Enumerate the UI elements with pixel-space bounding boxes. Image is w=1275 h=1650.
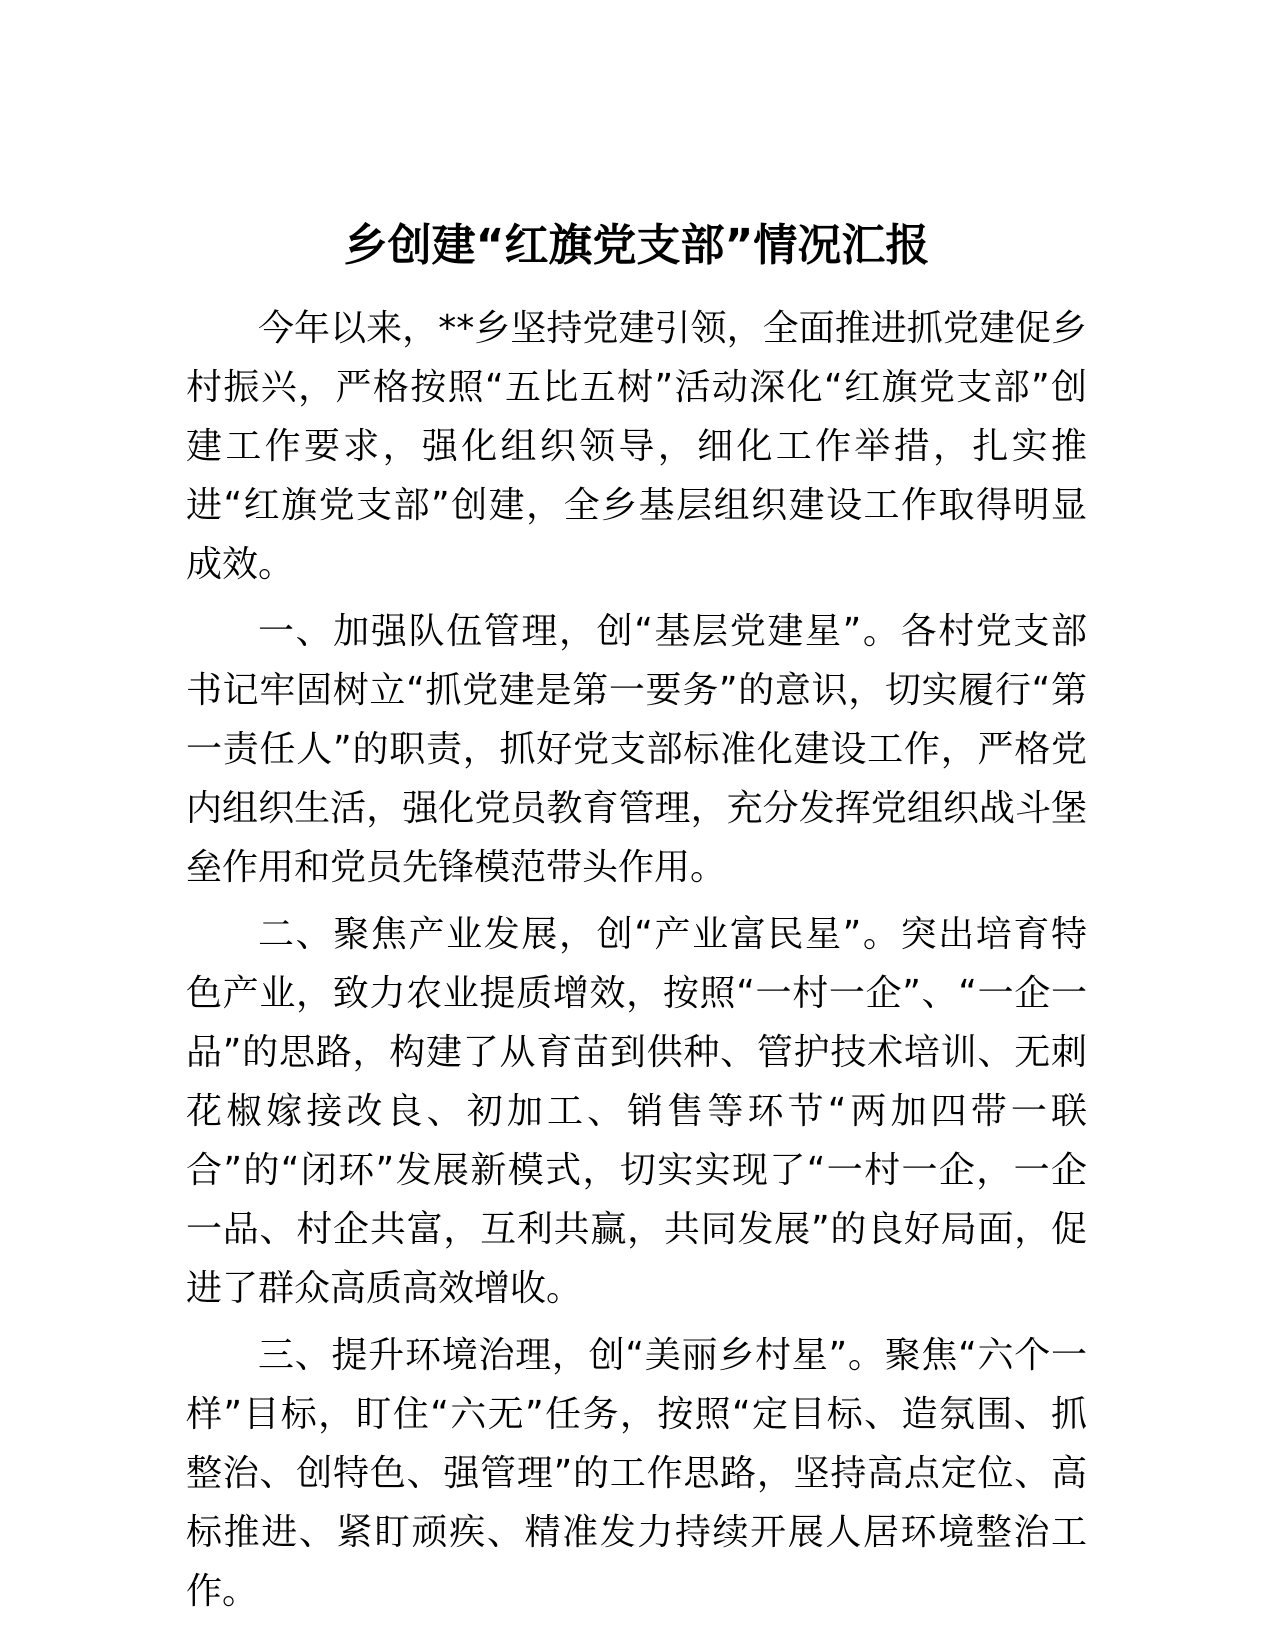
paragraph-section-2 [186, 905, 1087, 1318]
paragraph-section-3 [186, 1326, 1087, 1621]
paragraph-intro [186, 299, 1087, 594]
section-3-heading: 三、提升环境治理，创“美丽乡村星”。 [258, 1335, 885, 1376]
section-1-text: 各村党支部书记牢固树立“抓党建是第一要务”的意识，切实履行“第一责任人”的职责，抓好党支部标准化建设工作，严格党内组织生活，强化党员教育管理，充分发挥党组织战斗堡垒作用和党员先锋模范带头作用。 [186, 611, 1087, 888]
section-1-heading: 一、加强队伍管理，创“基层党建星”。 [258, 611, 901, 652]
section-2-text: 突出培育特色产业，致力农业提质增效，按照“一村一企”、“一企一品”的思路，构建了从育苗到供种、管护技术培训、无刺花椒嫁接改良、初加工、销售等环节“两加四带一联合”的“闭环”发展新模式，切实实现了“一村一企，一企一品、村企共富，互利共赢，共同发展”的良好局面，促进了群众高质高效增收。 [186, 914, 1087, 1309]
paragraph-section-1 [186, 602, 1087, 897]
document-title: 乡创建“红旗党支部”情况汇报 [343, 220, 930, 271]
paragraph-intro-text: 今年以来，**乡坚持党建引领，全面推进抓党建促乡村振兴，严格按照“五比五树”活动深化“红旗党支部”创建工作要求，强化组织领导，细化工作举措，扎实推进“红旗党支部”创建，全乡基层组织建设工作取得明显成效。 [186, 308, 1087, 585]
section-3-text: 聚焦“六个一样”目标，盯住“六无”任务，按照“定目标、造氛围、抓整治、创特色、强管理”的工作思路，坚持高点定位、高标推进、紧盯顽疾、精准发力持续开展人居环境整治工作。 [186, 1335, 1087, 1612]
section-2-heading: 二、聚焦产业发展，创“产业富民星”。 [258, 914, 901, 955]
